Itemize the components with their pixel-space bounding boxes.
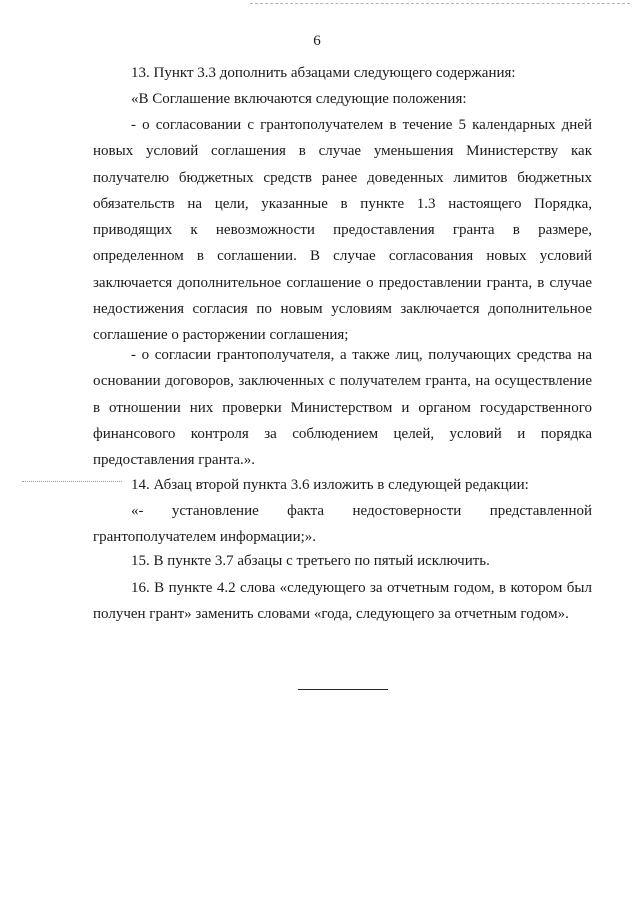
paragraph-item-inspection-consent: - о согласии грантополучателя, а также лиц, получающих средства на основании договоров, заключенных с получателем гранта, на осуществление в отношении них проверки Министерством и органом государственного финансового контроля за соблюдением целей, условий и порядка предоставления гранта.». <box>93 347 592 469</box>
paragraph-15: 15. В пункте 3.7 абзацы с третьего по пятый исключить. <box>131 553 490 569</box>
paragraph-16: 16. В пункте 4.2 слова «следующего за отчетным годом, в котором был получен грант» заменить словами «года, следующего за отчетным годом». <box>93 580 592 623</box>
paragraph-14-quote: «- установление факта недостоверности представленной грантополучателем информации;». <box>93 503 592 546</box>
paragraph-intro-quote: «В Соглашение включаются следующие положения: <box>131 91 467 107</box>
paragraph-14: 14. Абзац второй пункта 3.6 изложить в следующей редакции: <box>131 477 529 493</box>
paragraph-item-agreement-conditions: - о согласовании с грантополучателем в течение 5 календарных дней новых условий соглашения в случае уменьшения Министерству как получателю бюджетных средств ранее доведенных лимитов бюджетных обязательств на цели, указанные в пункте 1.3 настоящего Порядка, приводящих к невозможности предоставления гранта в размере, определенном в соглашении. В случае согласования новых условий заключается дополнительное соглашение о предоставлении гранта, в случае недостижения согласия по новым условиям заключается дополнительное соглашение о расторжении соглашения; <box>93 117 592 344</box>
page-number: 6 <box>313 33 321 49</box>
end-of-text-rule <box>298 689 388 690</box>
scan-edge-line <box>250 3 630 4</box>
paragraph-13: 13. Пункт 3.3 дополнить абзацами следующего содержания: <box>131 65 516 81</box>
